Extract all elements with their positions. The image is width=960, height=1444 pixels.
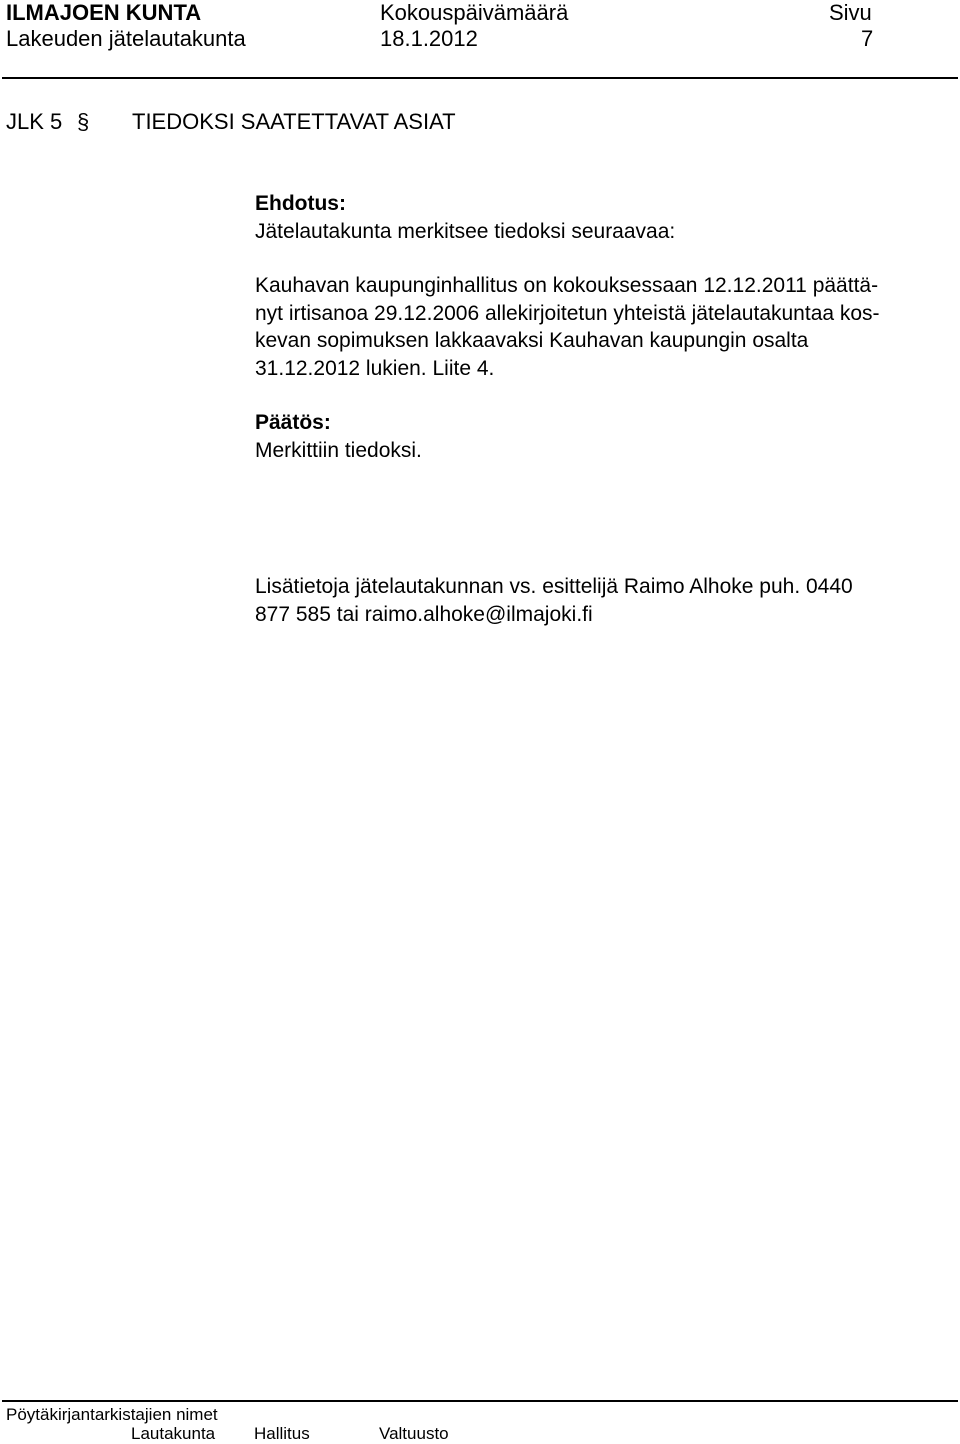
section-symbol: §: [77, 109, 90, 134]
decision-block: [255, 409, 935, 464]
decision-label: Päätös:: [255, 411, 331, 434]
page-number: 7: [861, 26, 874, 51]
proposal-intro: Jätelautakunta merkitsee tiedoksi seuraavaa:: [255, 219, 676, 243]
header-divider: [2, 77, 958, 79]
info-line: 877 585 tai raimo.alhoke@ilmajoki.fi: [255, 602, 593, 626]
info-block: [255, 573, 935, 628]
footer-col-council: Valtuusto: [379, 1424, 449, 1443]
meeting-date: 18.1.2012: [380, 26, 478, 51]
page-label: Sivu: [829, 0, 872, 25]
info-line: Lisätietoja jätelautakunnan vs. esittelijä Raimo Alhoke puh. 0440: [255, 575, 853, 598]
section-number: JLK 5: [6, 109, 63, 134]
municipality-name: ILMAJOEN KUNTA: [6, 0, 202, 25]
proposal-line: kevan sopimuksen lakkaavaksi Kauhavan kaupungin osalta: [255, 329, 809, 352]
date-label: Kokouspäivämäärä: [380, 0, 569, 25]
footer-col-board: Lautakunta: [131, 1424, 216, 1443]
footer-divider: [2, 1400, 958, 1402]
signers-label: Pöytäkirjantarkistajien nimet: [6, 1405, 218, 1424]
proposal-line: Kauhavan kaupunginhallitus on kokouksessaan 12.12.2011 päättä-: [255, 274, 879, 297]
proposal-label: Ehdotus:: [255, 192, 346, 215]
decision-text: Merkittiin tiedoksi.: [255, 438, 422, 462]
proposal-block: [255, 190, 935, 245]
proposal-text: [255, 272, 935, 382]
proposal-line: 31.12.2012 lukien. Liite 4.: [255, 356, 495, 380]
proposal-line: nyt irtisanoa 29.12.2006 allekirjoitetun yhteistä jätelautakuntaa kos-: [255, 301, 880, 325]
section-title: TIEDOKSI SAATETTAVAT ASIAT: [132, 109, 456, 134]
footer-col-government: Hallitus: [254, 1424, 310, 1443]
board-name: Lakeuden jätelautakunta: [6, 26, 246, 51]
